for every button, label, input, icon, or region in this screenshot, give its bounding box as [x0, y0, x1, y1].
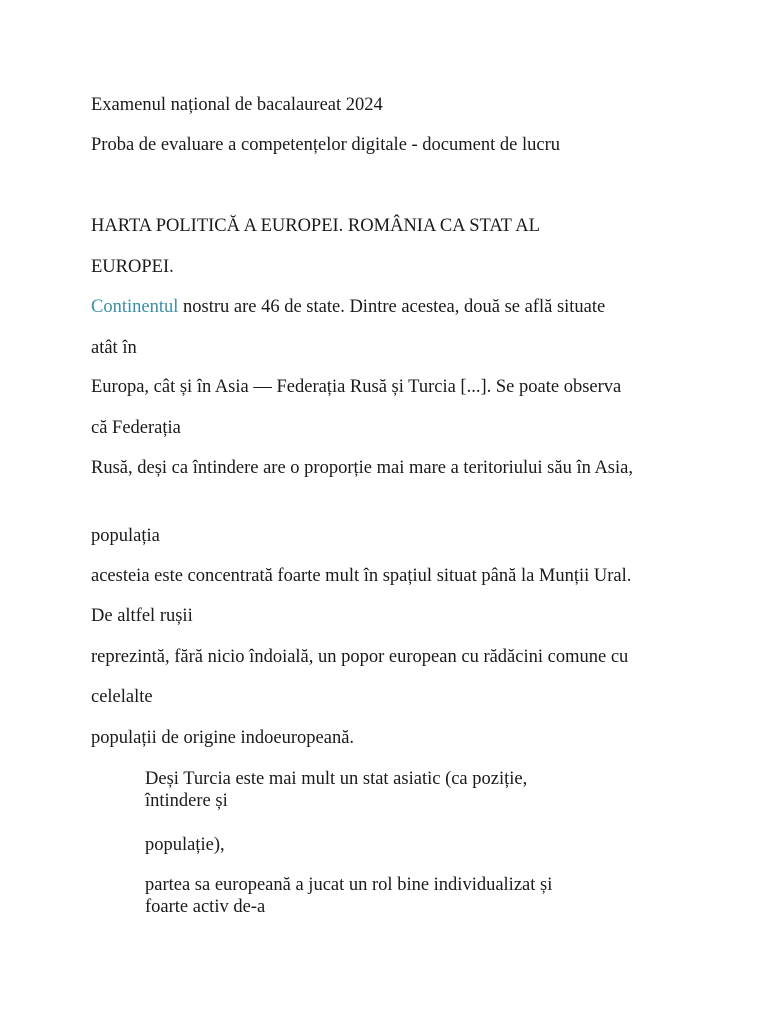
- exam-subtitle: Proba de evaluare a competențelor digitale - document de lucru: [91, 135, 560, 155]
- exam-title: Examenul național de bacalaureat 2024: [91, 95, 383, 115]
- indented-line-1: Deși Turcia este mai mult un stat asiatic (ca poziție, întindere și: [145, 769, 528, 811]
- paragraph-line-1: [91, 296, 605, 318]
- paragraph-line-5: Rusă, deși ca întindere are o proporție mai mare a teritoriului său în Asia,: [91, 458, 633, 478]
- paragraph-line-3: Europa, cât și în Asia — Federația Rusă și Turcia [...]. Se poate observa: [91, 377, 622, 397]
- paragraph-line-7: acesteia este concentrată foarte mult în spațiul situat până la Munții Ural.: [91, 566, 632, 586]
- continentul-link[interactable]: Continentul: [91, 297, 179, 317]
- paragraph-line-8: De altfel rușii: [91, 606, 193, 626]
- paragraph-line-4: că Federația: [91, 418, 181, 438]
- paragraph-line-6: populația: [91, 526, 160, 546]
- indented-line-3: partea sa europeană a jucat un rol bine individualizat și foarte activ de-a: [145, 875, 553, 917]
- indented-line-2: populație),: [145, 835, 225, 855]
- paragraph-line-11: populații de origine indoeuropeană.: [91, 728, 355, 748]
- paragraph-line-10: celelalte: [91, 687, 153, 707]
- paragraph-line-9: reprezintă, fără nicio îndoială, un popor european cu rădăcini comune cu: [91, 647, 629, 667]
- document-title-line-1: HARTA POLITICĂ A EUROPEI. ROMÂNIA CA STAT AL: [91, 216, 540, 236]
- document-title-line-2: EUROPEI.: [91, 257, 174, 277]
- paragraph-line-1-text: nostru are 46 de state. Dintre acestea, două se află situate: [178, 297, 606, 317]
- paragraph-line-2: atât în: [91, 338, 137, 358]
